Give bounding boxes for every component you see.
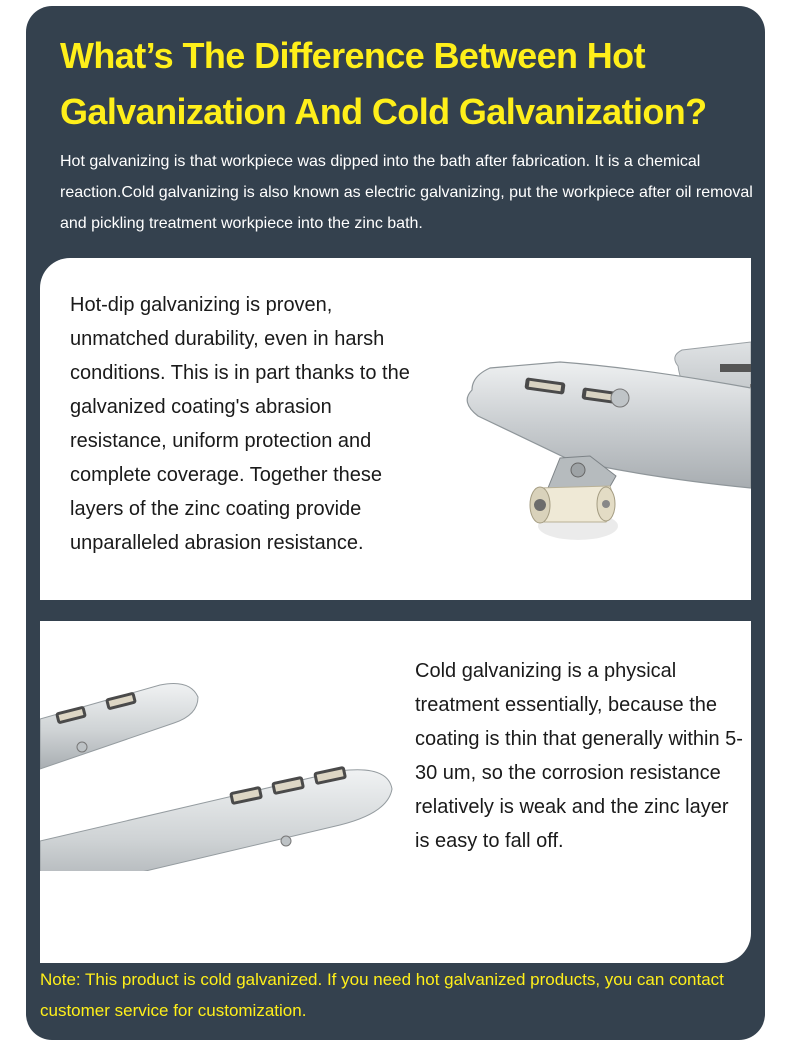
page-title: What’s The Difference Between Hot Galvanization And Cold Galvanization?	[60, 35, 707, 132]
pallet-fork-wheel-image	[420, 328, 751, 548]
cold-galvanizing-text: Cold galvanizing is a physical treatment essentially, because the coating is thin that generally within 5-30 um, so the corrosion resistance relatively is weak and the zinc layer is easy to fall off.	[415, 660, 743, 852]
product-info-poster	[26, 6, 765, 1040]
intro-paragraph: Hot galvanizing is that workpiece was dipped into the bath after fabrication. It is a chemical reaction.Cold galvanizing is also known as electric galvanizing, put the workpiece after oil removal and pickling treatment workpiece into the zinc bath.	[60, 153, 753, 232]
pallet-forks-image	[40, 661, 400, 871]
hot-galvanizing-panel	[40, 258, 751, 600]
hot-galvanizing-text: Hot-dip galvanizing is proven, unmatched durability, even in harsh conditions. This is in part thanks to the galvanized coating's abrasion resistance, uniform protection and complete coverage. Together these layers of the zinc coating provide unparalleled abrasion resistance.	[70, 294, 410, 554]
customization-note: Note: This product is cold galvanized. If you need hot galvanized products, you can contact customer service for customization.	[40, 970, 724, 1020]
cold-galvanizing-panel	[40, 621, 751, 963]
